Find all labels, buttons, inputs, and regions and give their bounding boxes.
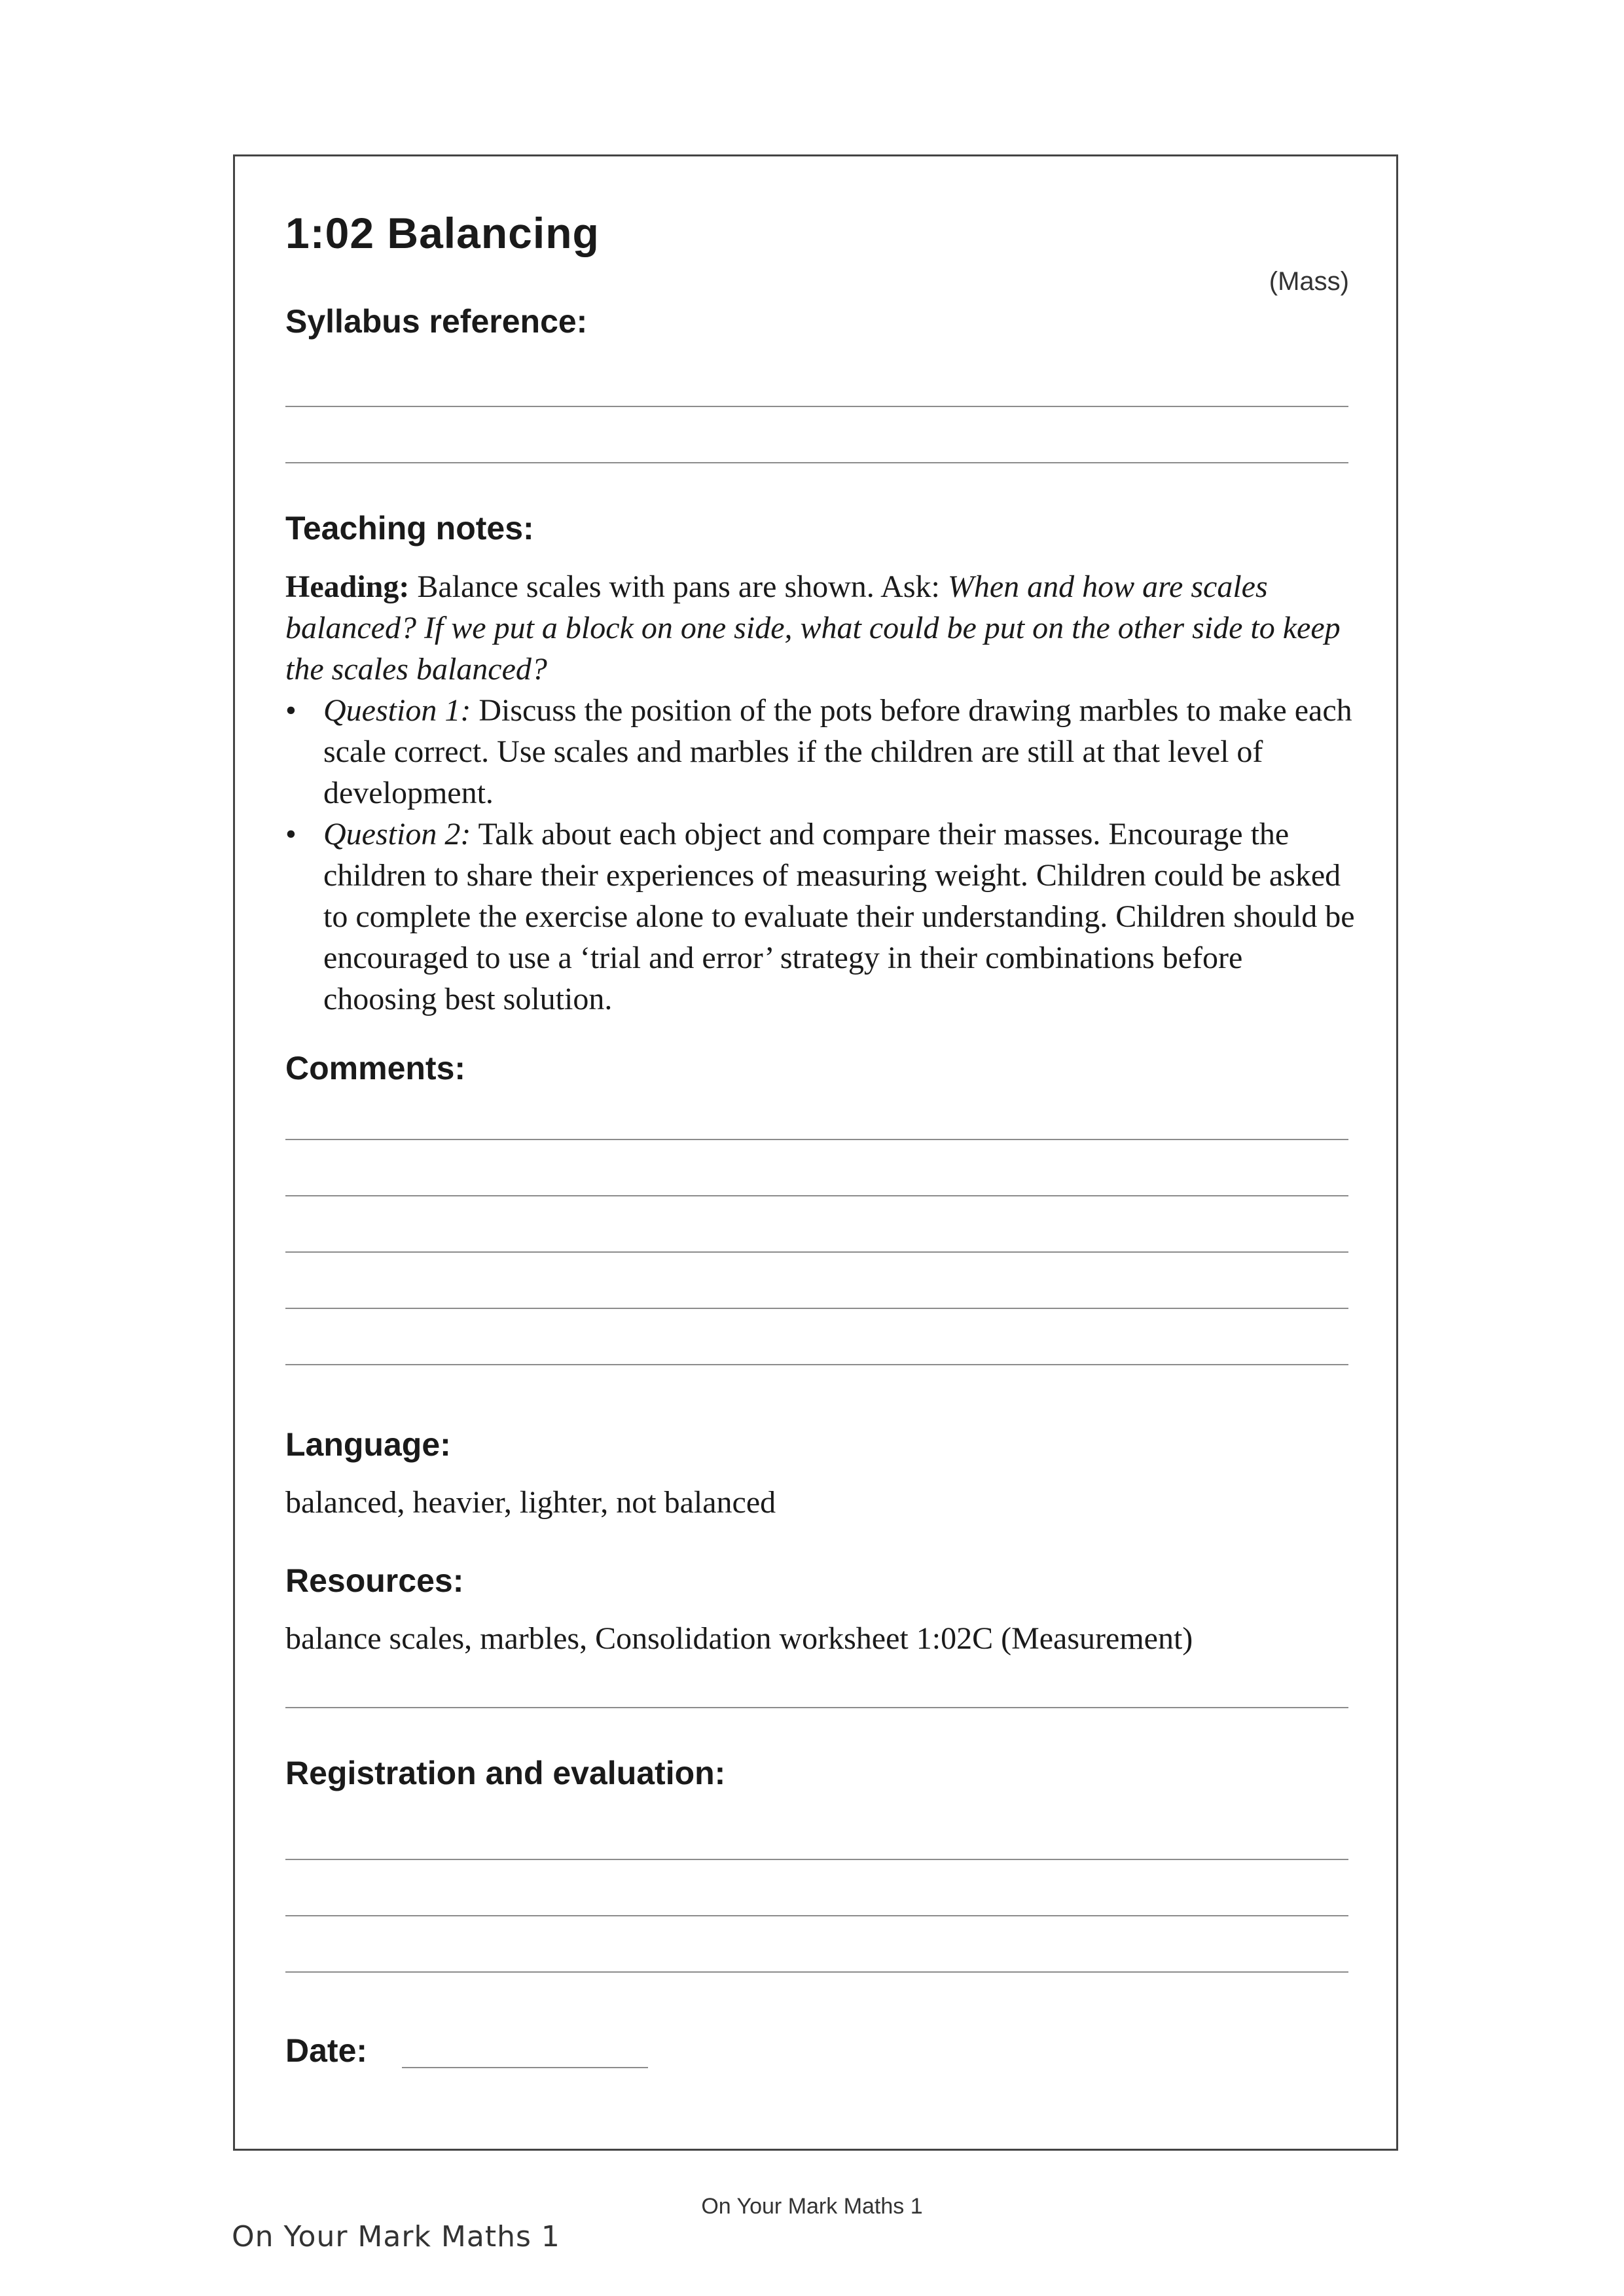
comments-line-2[interactable] (285, 1195, 1348, 1196)
notes-heading-question: When and how are scales balanced? If we put a block on one side, what could be put on the other side to keep the scales balanced? (285, 569, 1341, 687)
list-item (285, 814, 1359, 1020)
comments-line-4[interactable] (285, 1308, 1348, 1309)
comments-line-3[interactable] (285, 1251, 1348, 1253)
syllabus-heading: Syllabus reference: (285, 303, 588, 340)
page-title: 1:02 Balancing (285, 209, 600, 257)
language-heading: Language: (285, 1426, 451, 1463)
syllabus-line-1[interactable] (285, 406, 1348, 407)
date-label: Date: (285, 2032, 368, 2069)
comments-line-1[interactable] (285, 1139, 1348, 1140)
syllabus-line-2[interactable] (285, 462, 1348, 463)
registration-line-2[interactable] (285, 1915, 1348, 1916)
notes-heading-paragraph (285, 566, 1359, 690)
bullet-label: Question 2: (323, 817, 471, 852)
subtopic-label: (Mass) (1269, 267, 1349, 296)
date-field-line[interactable] (402, 2067, 648, 2068)
list-item (285, 690, 1359, 814)
notes-bullet-list (285, 690, 1359, 1020)
footer-center-text: On Your Mark Maths 1 (701, 2194, 923, 2219)
resources-heading: Resources: (285, 1562, 464, 1599)
bullet-label: Question 1: (323, 693, 471, 728)
teaching-notes-heading: Teaching notes: (285, 510, 534, 547)
teaching-notes-body (285, 566, 1359, 1020)
page-frame (233, 154, 1398, 2151)
comments-line-5[interactable] (285, 1364, 1348, 1365)
bullet-text: Discuss the position of the pots before drawing marbles to make each scale correct. Use scales and marbles if the children are still at that level of development. (323, 693, 1352, 810)
language-text: balanced, heavier, lighter, not balanced (285, 1485, 776, 1520)
registration-line-1[interactable] (285, 1859, 1348, 1860)
bullet-text: Talk about each object and compare their masses. Encourage the children to share their experiences of measuring weight. Children could be asked to complete the exercise alone to evaluate their understanding. Children should be encouraged to use a ‘trial and error’ strategy in their combinations before choosing best solution. (323, 817, 1355, 1016)
footer-left-text: On Your Mark Maths 1 (232, 2220, 560, 2253)
resources-text: balance scales, marbles, Consolidation worksheet 1:02C (Measurement) (285, 1621, 1193, 1656)
resources-line[interactable] (285, 1707, 1348, 1708)
notes-heading-label: Heading: (285, 569, 410, 604)
registration-line-3[interactable] (285, 1971, 1348, 1973)
notes-heading-text: Balance scales with pans are shown. Ask: (409, 569, 948, 604)
registration-heading: Registration and evaluation: (285, 1755, 726, 1791)
comments-heading: Comments: (285, 1050, 466, 1086)
